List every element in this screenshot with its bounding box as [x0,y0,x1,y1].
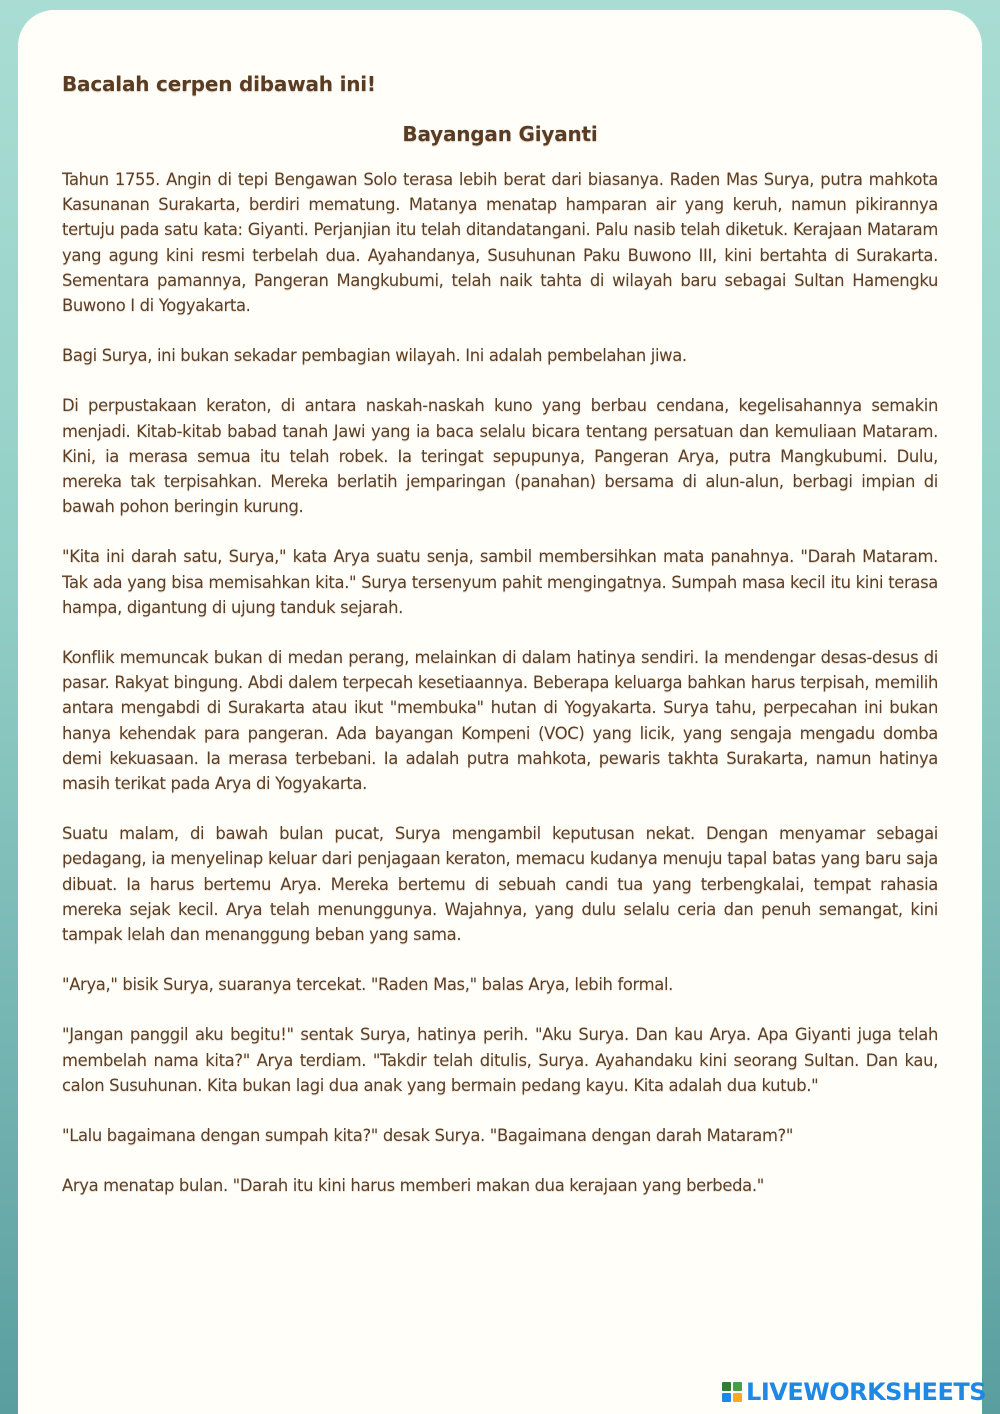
story-paragraph: Tahun 1755. Angin di tepi Bengawan Solo terasa lebih berat dari biasanya. Raden Mas Surya, putra mahkota Kasunanan Surakarta, berdiri mematung. Matanya menatap hamparan air yang keruh, namun pikirannya tertuju pada satu kata: Giyanti. Perjanjian itu telah ditandatangani. Palu nasib telah diketuk. Kerajaan Mataram yang agung kini resmi terbelah dua. Ayahandanya, Susuhunan Paku Buwono III, kini bertahta di Surakarta. Sementara pamannya, Pangeran Mangkubumi, telah naik tahta di wilayah baru sebagai Sultan Hamengku Buwono I di Yogyakarta. [62,170,938,316]
story-paragraph: Arya menatap bulan. "Darah itu kini harus memberi makan dua kerajaan yang berbeda." [62,1176,764,1196]
story-paragraph: "Arya," bisik Surya, suaranya tercekat. "Raden Mas," balas Arya, lebih formal. [62,975,674,995]
logo-square [722,1382,731,1391]
story-paragraph: "Kita ini darah satu, Surya," kata Arya suatu senja, sambil membersihkan mata panahnya. "Darah Mataram. Tak ada yang bisa memisahkan kita." Surya tersenyum pahit mengingatnya. Sumpah masa kecil itu kini terasa hampa, digantung di ujung tanduk sejarah. [62,547,938,617]
story-paragraph: "Lalu bagaimana dengan sumpah kita?" desak Surya. "Bagaimana dengan darah Mataram?" [62,1126,794,1146]
story-body [62,167,938,1199]
liveworksheets-logo[interactable] [722,1378,986,1406]
logo-square [733,1382,742,1391]
logo-square [722,1393,731,1402]
story-paragraph: Di perpustakaan keraton, di antara naskah-naskah kuno yang berbau cendana, kegelisahannya semakin menjadi. Kitab-kitab babad tanah Jawi yang ia baca selalu bicara tentang persatuan dan kemuliaan Mataram. Kini, ia merasa semua itu telah robek. Ia teringat sepupunya, Pangeran Arya, putra Mangkubumi. Dulu, mereka tak terpisahkan. Mereka berlatih jemparingan (panahan) bersama di alun-alun, berbagi impian di bawah pohon beringin kurung. [62,396,938,517]
story-paragraph: Bagi Surya, ini bukan sekadar pembagian wilayah. Ini adalah pembelahan jiwa. [62,346,687,366]
story-paragraph: Suatu malam, di bawah bulan pucat, Surya mengambil keputusan nekat. Dengan menyamar sebagai pedagang, ia menyelinap keluar dari penjagaan keraton, memacu kudanya menuju tapal batas yang baru saja dibuat. Ia harus bertemu Arya. Mereka bertemu di sebuah candi tua yang terbengkalai, tempat rahasia mereka sejak kecil. Arya telah menunggunya. Wajahnya, yang dulu selalu ceria dan penuh semangat, kini tampak lelah dan menanggung beban yang sama. [62,824,938,945]
story-paragraph: "Jangan panggil aku begitu!" sentak Surya, hatinya perih. "Aku Surya. Dan kau Arya. Apa Giyanti juga telah membelah nama kita?" Arya terdiam. "Takdir telah ditulis, Surya. Ayahandaku kini seorang Sultan. Dan kau, calon Susuhunan. Kita bukan lagi dua anak yang bermain pedang kayu. Kita adalah dua kutub." [62,1025,938,1095]
instruction-heading: Bacalah cerpen dibawah ini! [62,72,376,96]
logo-square [733,1393,742,1402]
liveworksheets-logo-icon [722,1382,742,1402]
story-paragraph: Konflik memuncak bukan di medan perang, melainkan di dalam hatinya sendiri. Ia mendengar desas-desus di pasar. Rakyat bingung. Abdi dalem terpecah kesetiaannya. Beberapa keluarga bahkan harus terpisah, memilih antara mengabdi di Surakarta atau ikut "membuka" hutan di Yogyakarta. Surya tahu, perpecahan ini bukan hanya kehendak para pangeran. Ada bayangan Kompeni (VOC) yang licik, yang sengaja mengadu domba demi kekuasaan. Ia merasa terbebani. Ia adalah putra mahkota, pewaris takhta Surakarta, namun hatinya masih terikat pada Arya di Yogyakarta. [62,648,938,794]
logo-text: LIVEWORKSHEETS [746,1378,986,1406]
worksheet-page [18,10,982,1414]
story-title: Bayangan Giyanti [402,122,598,146]
